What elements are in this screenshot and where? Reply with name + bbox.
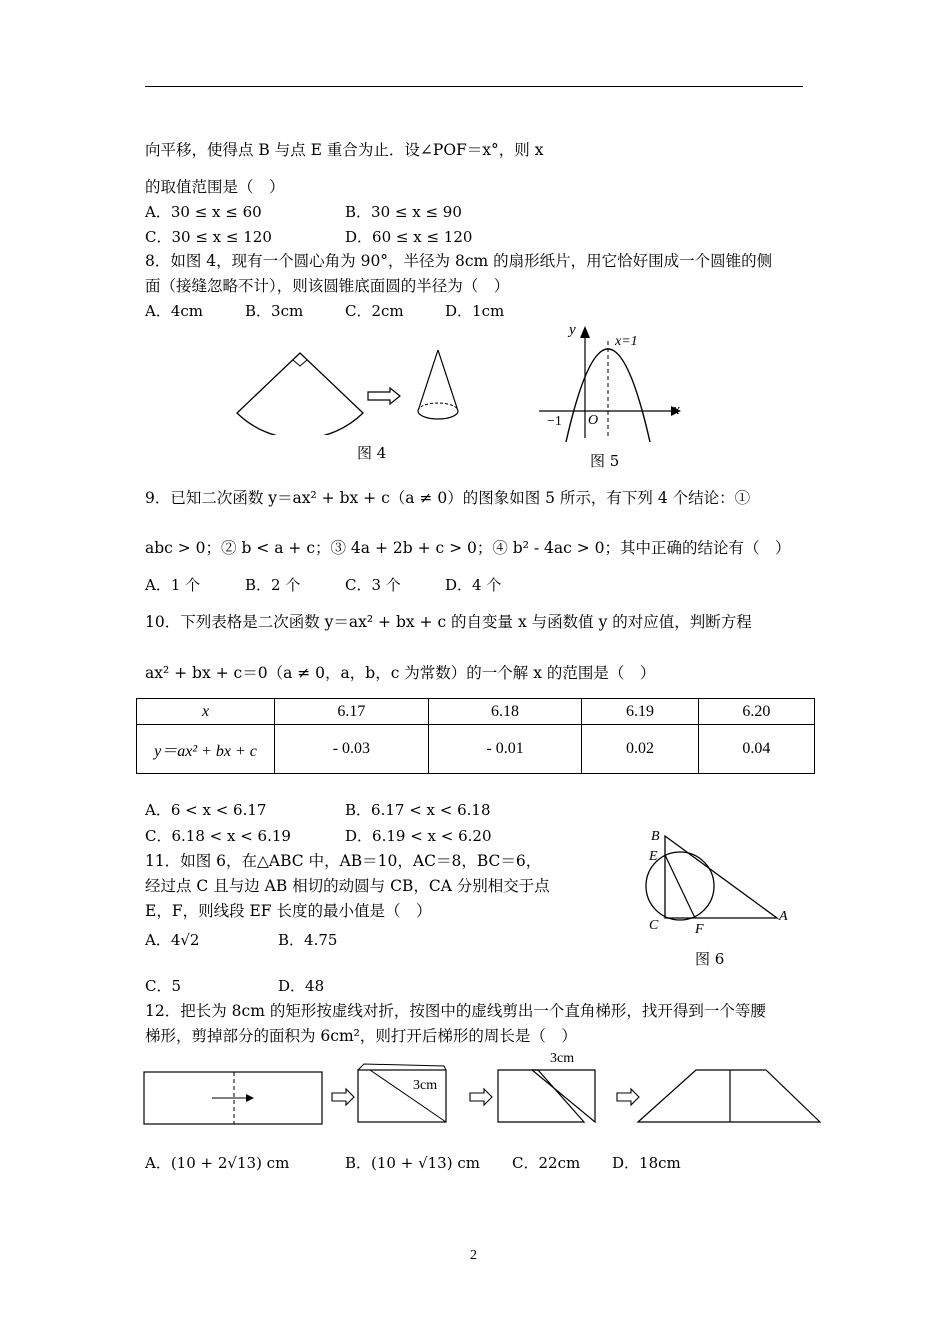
cone-sides [418,350,458,411]
table-cell: 6.17 [275,699,429,725]
q9-line2: abc > 0；② b < a + c；③ 4a + 2b + c > 0；④ b² - 4ac > 0；其中正确的结论有（ ） [145,539,791,557]
q7-option-d: D．60 ≤ x ≤ 120 [345,228,473,246]
table-row [137,699,815,725]
neg-one-label: −1 [547,414,562,429]
q10-option-d: D．6.19 < x < 6.20 [345,827,492,845]
table-cell: 6.19 [582,699,698,725]
transform-arrow-1 [332,1089,354,1105]
q10-line2: ax² + bx + c＝0（a ≠ 0，a，b，c 为常数）的一个解 x 的范围是（ ） [145,664,656,682]
q9-option-b: B．2 个 [245,576,301,594]
q12-option-c: C．22cm [512,1154,581,1172]
q8-line1: 8．如图 4，现有一个圆心角为 90°，半径为 8cm 的扇形纸片，用它恰好围成一个圆锥的侧 [145,252,773,270]
q11-option-a: A．4√2 [145,931,200,949]
q12-line2: 梯形，剪掉部分的面积为 6cm²，则打开后梯形的周长是（ ） [145,1027,577,1045]
figure-6-caption: 图 6 [695,950,725,968]
q11-option-b: B．4.75 [278,931,338,949]
folded-edge [358,1064,446,1070]
origin-label: O [588,413,599,428]
axis-line-label: x=1 [615,334,638,349]
figure-12-folding [140,1046,825,1131]
x-label: x [673,402,680,418]
page-number: 2 [470,1248,477,1263]
header-rule [145,86,803,87]
transform-arrow-3 [617,1089,639,1105]
q12-option-d: D．18cm [612,1154,681,1172]
right-angle-mark [293,360,307,366]
table-cell: 6.18 [428,699,582,725]
table-header-x: x [137,699,275,725]
table-cell: 6.20 [698,699,814,725]
table-cell: 0.02 [582,725,698,774]
q7-option-a: A．30 ≤ x ≤ 60 [145,203,262,221]
label-a: A [779,909,788,924]
q12-option-b: B．(10 + √13) cm [345,1154,480,1172]
label-c: C [649,918,659,933]
q9-line1: 9．已知二次函数 y＝ax² + bx + c（a ≠ 0）的图象如图 5 所示，有下列 4 个结论：① [145,489,751,507]
table-cell: 0.04 [698,725,814,774]
figure-4-sector-cone [230,345,480,435]
triangle-abc [665,836,777,918]
segment-ef [665,855,695,918]
q10-option-a: A．6 < x < 6.17 [145,801,267,819]
sector-shape [237,353,363,435]
q7-option-b: B．30 ≤ x ≤ 90 [345,203,462,221]
table-row [137,725,815,774]
q11-option-c: C．5 [145,977,182,995]
transform-arrow-2 [470,1089,492,1105]
q9-option-a: A．1 个 [145,576,201,594]
q8-option-c: C．2cm [345,302,404,320]
y-label: y [569,322,576,338]
q10-line1: 10．下列表格是二次函数 y＝ax² + bx + c 的自变量 x 与函数值 y 的对应值，判断方程 [145,613,752,631]
table-header-y: y＝ax² + bx + c [137,725,275,774]
figure-5-caption: 图 5 [590,452,620,470]
q8-option-b: B．3cm [245,302,304,320]
label-e: E [649,849,658,864]
q8-line2: 面（接缝忽略不计），则该圆锥底面圆的半径为（ ） [145,277,510,295]
cone-base-front [418,411,458,419]
label-f: F [695,922,704,937]
q8-option-a: A．4cm [145,302,204,320]
transform-arrow [368,388,400,404]
q11-option-d: D．48 [278,977,325,995]
q7-line2: 的取值范围是（ ） [145,178,285,196]
value-table [136,698,815,774]
q9-option-d: D．4 个 [445,576,502,594]
y-axis-arrow [580,326,590,338]
q7-line1: 向平移，使得点 B 与点 E 重合为止．设∠POF＝x°，则 x [145,141,544,159]
q7-option-c: C．30 ≤ x ≤ 120 [145,228,272,246]
table-cell: - 0.03 [275,725,429,774]
q11-line1: 11．如图 6，在△ABC 中，AB＝10，AC＝8，BC＝6， [145,852,542,870]
table-cell: - 0.01 [428,725,582,774]
q9-option-c: C．3 个 [345,576,401,594]
isosceles-trapezoid [638,1070,820,1122]
figure-5-parabola [535,318,695,443]
q10-option-c: C．6.18 < x < 6.19 [145,827,291,845]
figure-4-caption: 图 4 [357,444,387,462]
cut-off-triangle [532,1070,595,1122]
q12-line1: 12．把长为 8cm 的矩形按虚线对折，按图中的虚线剪出一个直角梯形，找开得到一个等腰 [145,1002,766,1020]
q12-option-a: A．(10 + 2√13) cm [145,1154,290,1172]
label-3cm-inner: 3cm [413,1078,438,1093]
label-3cm-top: 3cm [550,1051,575,1066]
q10-option-b: B．6.17 < x < 6.18 [345,801,491,819]
label-b: B [651,829,660,844]
q8-option-d: D．1cm [445,302,505,320]
q11-line3: E，F，则线段 EF 长度的最小值是（ ） [145,902,432,920]
cone-base-back [418,403,458,411]
fold-arrow-head [246,1094,254,1102]
figure-6-triangle [640,822,800,937]
q11-line2: 经过点 C 且与边 AB 相切的动圆与 CB，CA 分别相交于点 [145,877,550,895]
